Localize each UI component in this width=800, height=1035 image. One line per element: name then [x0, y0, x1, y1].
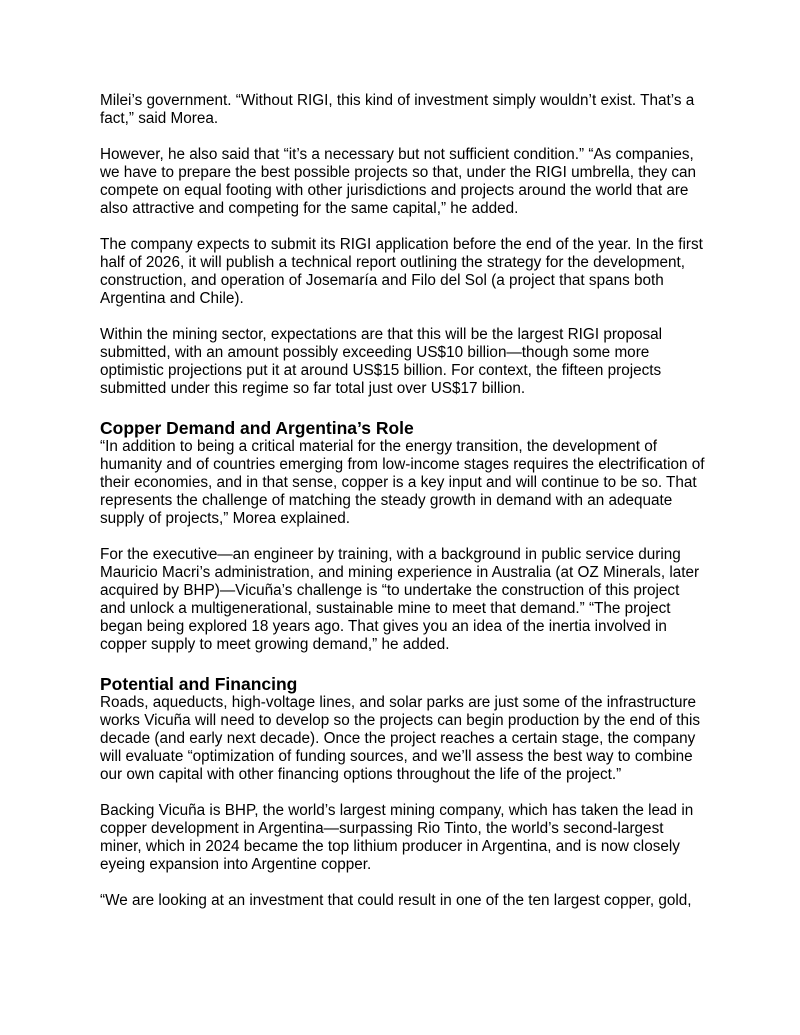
paragraph-milei-government: Milei’s government. “Without RIGI, this kind of investment simply wouldn’t exist. That’s a fact,” said Morea.: [100, 92, 695, 127]
paragraph-investment-quote: “We are looking at an investment that could result in one of the ten largest copper, gold,: [100, 892, 692, 909]
paragraph-executive-background: For the executive—an engineer by training, with a background in public service during Mauricio Macri’s administration, and mining experience in Australia (at OZ Minerals, later acquired by BHP)—Vicuña’s challenge is “to undertake the construction of this project and unlock a multigenerational, sustainable mine to meet that demand.” “The project began being explored 18 years ago. That gives you an idea of the inertia involved in copper supply to meet growing demand,” he added.: [100, 546, 700, 653]
paragraph-rigi-application: The company expects to submit its RIGI application before the end of the year. In the first half of 2026, it will publish a technical report outlining the strategy for the development, construction, and operation of Josemaría and Filo del Sol (a project that spans both Argentina and Chile).: [100, 236, 703, 307]
heading-potential-financing: Potential and Financing: [100, 674, 298, 694]
heading-copper-demand: Copper Demand and Argentina’s Role: [100, 418, 414, 438]
paragraph-necessary-condition: However, he also said that “it’s a necessary but not sufficient condition.” “As companies, we have to prepare the best possible projects so that, under the RIGI umbrella, they can compete on equal footing with other jurisdictions and projects around the world that are also attractive and competing for the same capital,” he added.: [100, 146, 697, 217]
paragraph-bhp-backing: Backing Vicuña is BHP, the world’s largest mining company, which has taken the lead in copper development in Argentina—surpassing Rio Tinto, the world’s second-largest miner, which in 2024 became the top lithium producer in Argentina, and is now closely eyeing expansion into Argentine copper.: [100, 802, 694, 873]
paragraph-copper-critical-material: “In addition to being a critical material for the energy transition, the development of humanity and of countries emerging from low-income stages requires the electrification of their economies, and in that sense, copper is a key input and will continue to be so. That represents the challenge of matching the steady growth in demand with an adequate supply of projects,” Morea explained.: [100, 438, 705, 527]
paragraph-infrastructure-works: Roads, aqueducts, high-voltage lines, and solar parks are just some of the infrastructure works Vicuña will need to develop so the projects can begin production by the end of this decade (and early next decade). Once the project reaches a certain stage, the company will evaluate “optimization of funding sources, and we’ll assess the best way to combine our own capital with other financing options throughout the life of the project.”: [100, 694, 701, 783]
document-page: [100, 92, 705, 928]
paragraph-rigi-proposal-size: Within the mining sector, expectations are that this will be the largest RIGI proposal submitted, with an amount possibly exceeding US$10 billion—though some more optimistic projections put it at around US$15 billion. For context, the fifteen projects submitted under this regime so far total just over US$17 billion.: [100, 326, 663, 397]
